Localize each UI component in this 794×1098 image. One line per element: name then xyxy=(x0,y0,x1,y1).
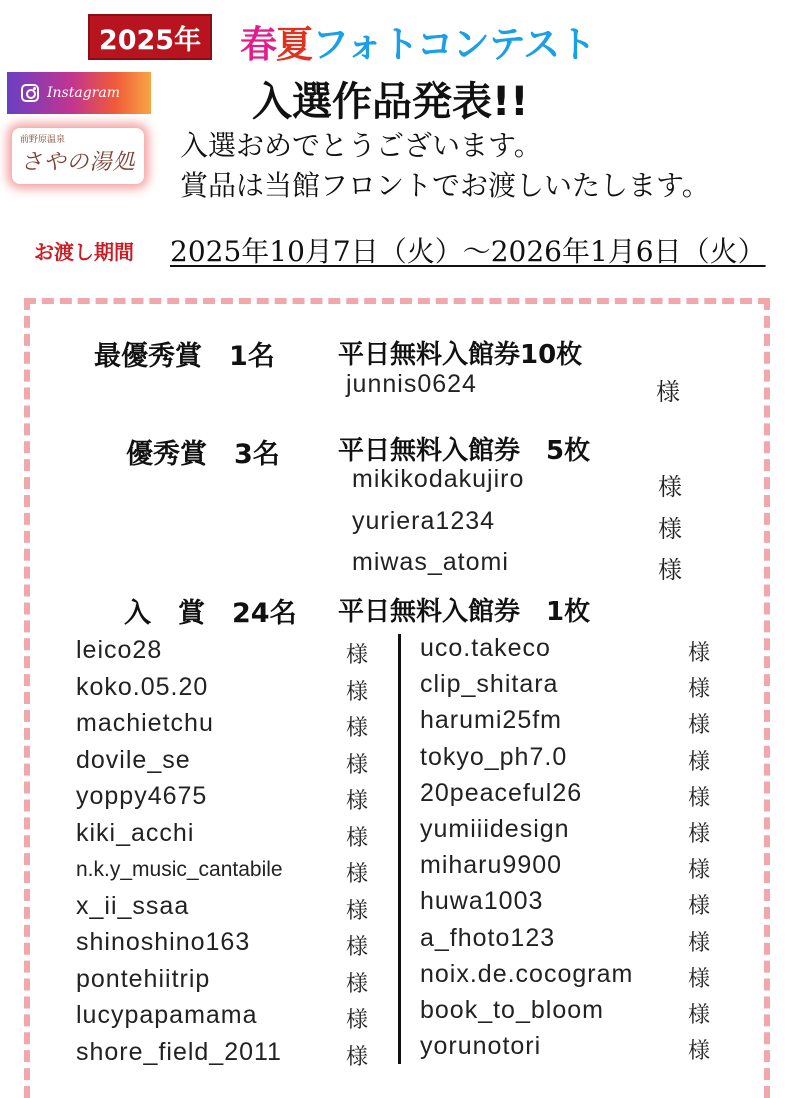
honorific: 様 xyxy=(346,825,369,851)
honorific: 様 xyxy=(346,752,369,778)
honorific: 様 xyxy=(688,858,711,884)
instagram-label: Instagram xyxy=(47,85,120,101)
merit-winner: uco.takeco xyxy=(420,634,551,662)
merit-winner: 20peaceful26 xyxy=(420,778,583,807)
contest-title xyxy=(240,14,595,68)
instagram-icon xyxy=(21,84,39,102)
honorific: 様 xyxy=(658,515,682,543)
merit-winner: shore_field_2011 xyxy=(76,1037,282,1066)
honorific: 様 xyxy=(346,862,369,887)
merit-winner: koko.05.20 xyxy=(76,672,209,701)
merit-winner: shinoshino163 xyxy=(76,928,251,956)
merit-winner: miharu9900 xyxy=(420,851,563,880)
honorific: 様 xyxy=(688,677,711,703)
grand-prize-detail: 平日無料入館券10枚 xyxy=(338,340,583,370)
merit-winner: pontehiitrip xyxy=(76,964,211,993)
honorific: 様 xyxy=(658,556,682,584)
honorific: 様 xyxy=(656,378,680,406)
merit-winner: a_fhoto123 xyxy=(420,923,556,952)
honorific: 様 xyxy=(346,679,369,705)
merit-winner: noix.de.cocogram xyxy=(420,959,634,988)
excellence-winner: mikikodakujiro xyxy=(352,465,525,493)
merit-winner: tokyo_ph7.0 xyxy=(420,742,568,771)
merit-winner: yumiiidesign xyxy=(420,815,570,843)
merit-winner: harumi25fm xyxy=(420,706,562,735)
merit-prize-heading: 入 賞 24名 xyxy=(124,598,297,629)
merit-winner: huwa1003 xyxy=(420,887,544,916)
honorific: 様 xyxy=(688,1003,711,1028)
honorific: 様 xyxy=(688,641,711,666)
honorific: 様 xyxy=(688,822,711,847)
honorific: 様 xyxy=(346,716,369,741)
grand-prize-winner: junnis0624 xyxy=(346,370,477,398)
period-label: お渡し期間 xyxy=(34,240,134,264)
merit-winner: lucypapamama xyxy=(76,1001,258,1029)
merit-prize-detail: 平日無料入館券 1枚 xyxy=(338,597,591,627)
merit-winner: leico28 xyxy=(76,636,163,664)
logo-name: さやの湯処 xyxy=(20,149,136,175)
honorific: 様 xyxy=(346,1008,369,1033)
honorific: 様 xyxy=(346,935,369,960)
logo-small-text: 前野原温泉 xyxy=(20,135,66,145)
period-value: 2025年10月7日（火）～2026年1月6日（火） xyxy=(170,235,766,268)
honorific: 様 xyxy=(688,785,711,811)
merit-winner: n.k.y_music_cantabile xyxy=(76,858,283,881)
honorific: 様 xyxy=(688,930,711,956)
instagram-badge xyxy=(7,72,151,114)
honorific: 様 xyxy=(688,966,711,992)
merit-winner: dovile_se xyxy=(76,745,191,774)
greeting-line-2: 賞品は当館フロントでお渡しいたします。 xyxy=(180,169,710,202)
honorific: 様 xyxy=(346,643,369,668)
merit-winner: kiki_acchi xyxy=(76,818,195,847)
honorific: 様 xyxy=(688,749,711,775)
honorific: 様 xyxy=(688,713,711,739)
honorific: 様 xyxy=(346,898,369,924)
title-part-spring: 春 xyxy=(240,23,276,66)
merit-winner: yoppy4675 xyxy=(76,782,208,810)
merit-winner: yorunotori xyxy=(420,1032,542,1061)
honorific: 様 xyxy=(688,894,711,920)
title-part-summer: 夏 xyxy=(276,23,312,66)
page-subtitle: 入選作品発表!! xyxy=(252,79,529,125)
merit-winner: x_ii_ssaa xyxy=(76,891,190,920)
honorific: 様 xyxy=(658,473,682,501)
greeting-line-1: 入選おめでとうございます。 xyxy=(180,129,542,162)
excellence-prize-detail: 平日無料入館券 5枚 xyxy=(338,436,591,466)
merit-winner: book_to_bloom xyxy=(420,996,604,1024)
honorific: 様 xyxy=(346,971,369,997)
excellence-winner: miwas_atomi xyxy=(352,548,509,576)
merit-winner: machietchu xyxy=(76,709,214,737)
title-part-photo-contest: フォトコンテスト xyxy=(312,23,596,66)
excellence-winner: yuriera1234 xyxy=(352,507,496,535)
onsen-logo xyxy=(12,128,144,184)
excellence-prize-heading: 優秀賞 3名 xyxy=(126,439,280,470)
honorific: 様 xyxy=(346,1044,369,1070)
grand-prize-heading: 最優秀賞 1名 xyxy=(94,341,275,372)
merit-winner: clip_shitara xyxy=(420,670,559,699)
honorific: 様 xyxy=(346,789,369,814)
column-divider xyxy=(398,634,401,1064)
year-badge: 2025年 xyxy=(88,14,212,60)
honorific: 様 xyxy=(688,1039,711,1065)
